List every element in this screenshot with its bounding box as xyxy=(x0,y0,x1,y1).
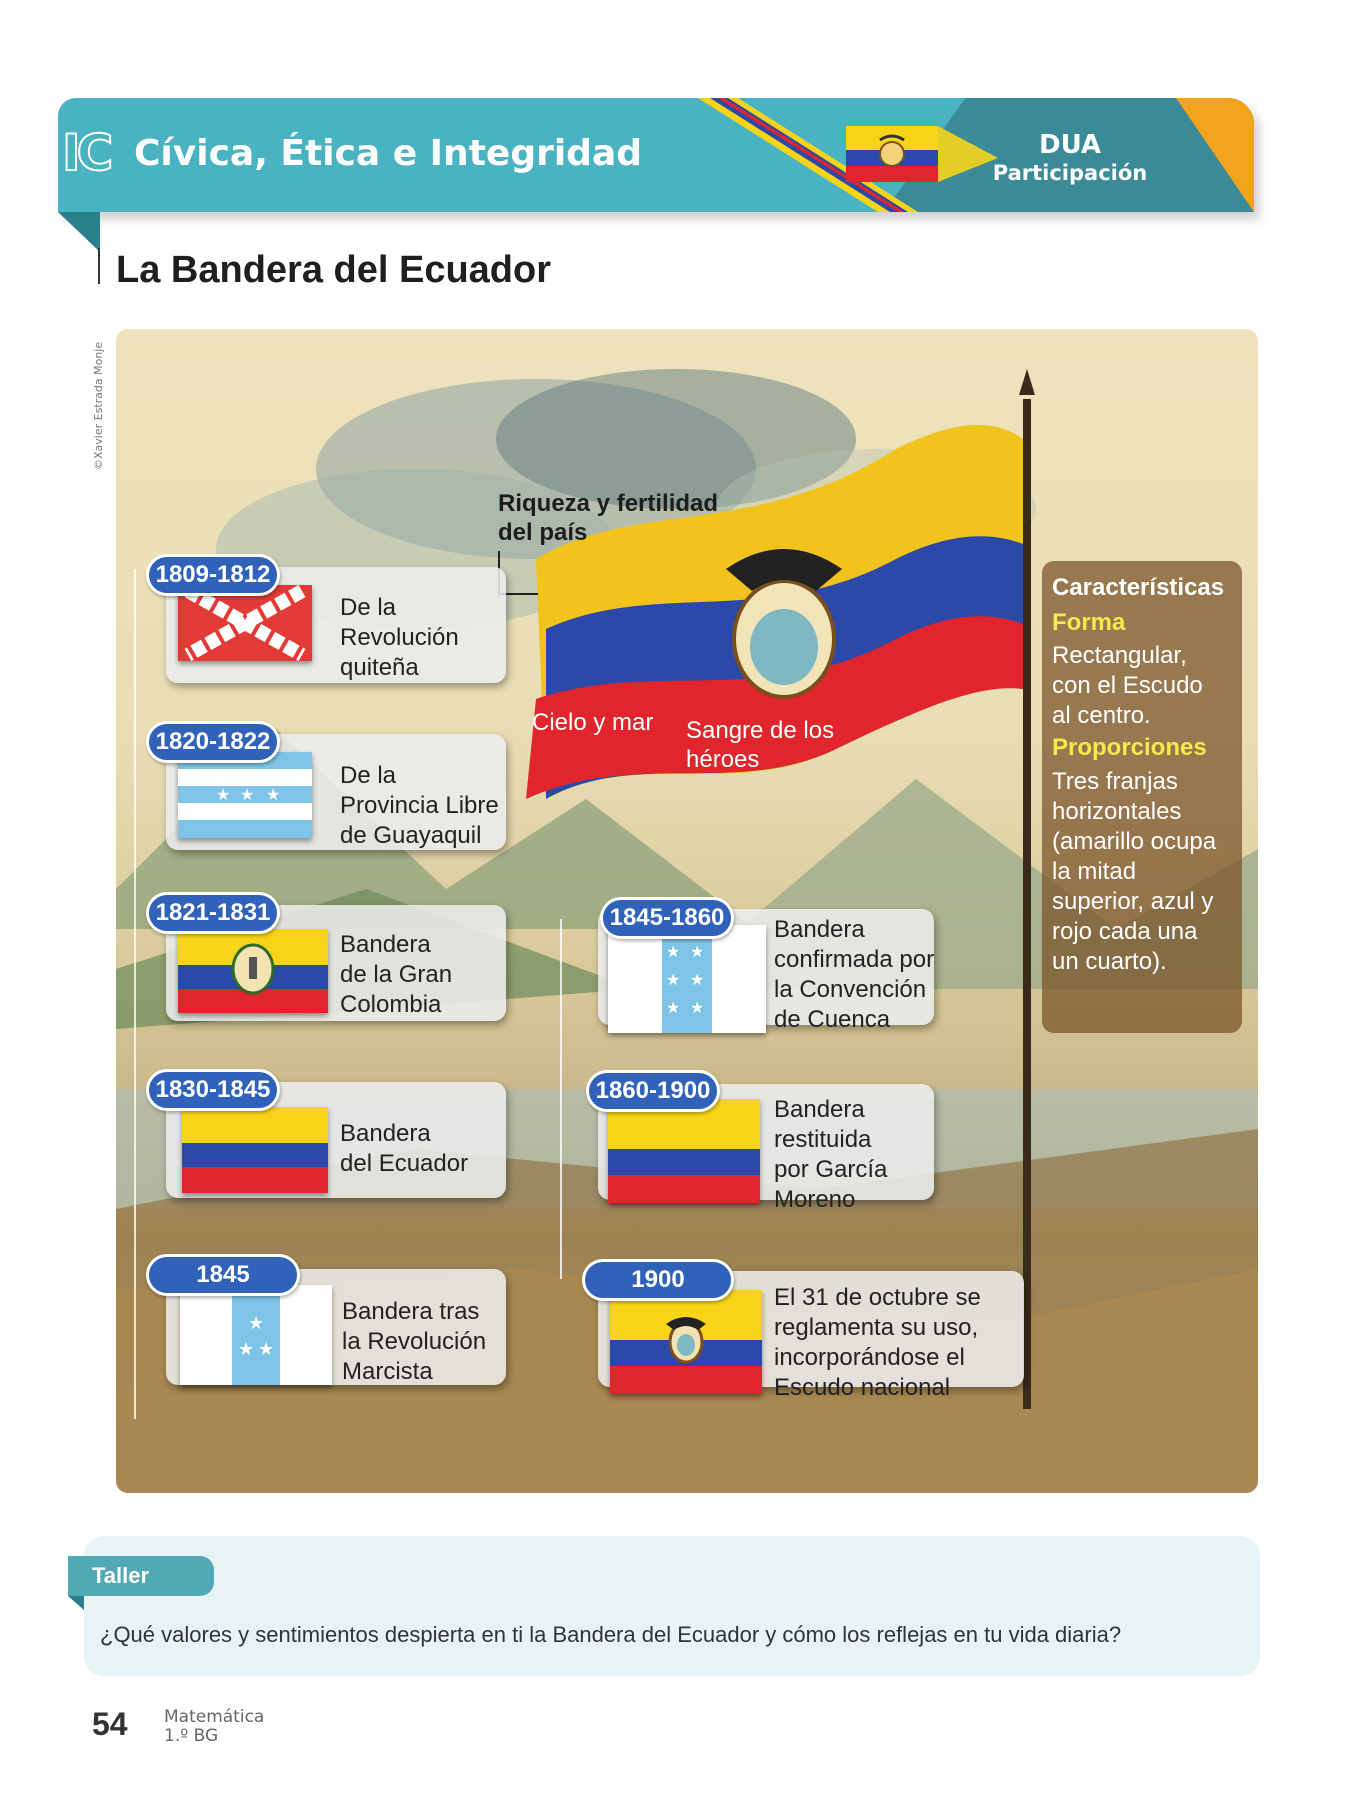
year-pill-1821: 1821-1831 xyxy=(146,892,280,934)
flag-infographic xyxy=(116,329,1258,1493)
svg-text:★: ★ xyxy=(238,1339,255,1360)
flag-convencion-cuenca-icon xyxy=(608,925,766,1033)
dua-subtitle: Participación xyxy=(992,161,1148,185)
flag-guayaquil-icon xyxy=(178,752,312,838)
timeline-text-1809: De la Revolución quiteña xyxy=(340,594,459,681)
label-yellow: Riqueza y fertilidad del país xyxy=(498,490,719,546)
flag-ecuador-1830-icon xyxy=(182,1107,328,1193)
banner-fold xyxy=(58,212,100,252)
timeline-line-left xyxy=(134,569,136,1419)
page-number: 54 xyxy=(92,1706,128,1742)
timeline-text-1830: Bandera del Ecuador xyxy=(340,1120,469,1177)
form-label: Forma xyxy=(1052,609,1126,636)
timeline-text-1821: Bandera de la Gran Colombia xyxy=(340,931,453,1018)
flag-ecuador-1900-icon xyxy=(610,1290,762,1394)
form-text: Rectangular, con el Escudo al centro. xyxy=(1052,642,1203,729)
proportions-text: Tres franjas horizontales (amarillo ocupa la mitad superior, azul y rojo cada una un cuarto). xyxy=(1052,768,1217,975)
timeline-text-1860: Bandera restituida por García Moreno xyxy=(774,1096,888,1213)
year-pill-1830: 1830-1845 xyxy=(146,1069,280,1111)
svg-text:★: ★ xyxy=(216,785,231,804)
section-title: Cívica, Ética e Integridad xyxy=(134,133,643,174)
grade-label: 1.º BG xyxy=(164,1726,219,1746)
year-pill-1845: 1845 xyxy=(146,1254,300,1296)
subject-block xyxy=(164,1708,264,1746)
title-rule xyxy=(98,248,100,284)
svg-text:★: ★ xyxy=(690,998,705,1017)
timeline-text-1900: El 31 de octubre se reglamenta su uso, incorporándose el Escudo nacional xyxy=(774,1284,981,1401)
timeline-text-1845-1860: Bandera confirmada por la Convención de Cuenca xyxy=(774,916,935,1033)
dua-title: DUA xyxy=(1038,130,1102,160)
label-blue: Cielo y mar xyxy=(532,709,654,736)
svg-text:★: ★ xyxy=(240,785,255,804)
taller-fold xyxy=(68,1596,84,1610)
flag-garcia-moreno-icon xyxy=(608,1099,760,1203)
ic-logo: IC xyxy=(62,124,110,182)
taller-box xyxy=(84,1536,1260,1676)
timeline-text-1845: Bandera tras la Revolución Marcista xyxy=(342,1298,487,1385)
year-pill-1900: 1900 xyxy=(582,1259,734,1301)
flag-revolucion-quitena-icon xyxy=(178,585,312,661)
timeline-text-1820: De la Provincia Libre de Guayaquil xyxy=(340,762,499,849)
proportions-label: Proporciones xyxy=(1052,734,1207,761)
label-red: Sangre de los héroes xyxy=(686,717,835,773)
flag-marcista-icon xyxy=(180,1285,332,1385)
svg-text:★: ★ xyxy=(258,1339,275,1360)
image-credit: ©Xavier Estrada Monje xyxy=(92,341,105,470)
taller-label: Taller xyxy=(68,1556,214,1596)
subject-name: Matemática xyxy=(164,1707,265,1727)
svg-text:★: ★ xyxy=(666,970,681,989)
characteristics-heading: Características xyxy=(1052,574,1225,601)
dua-badge xyxy=(920,130,1220,186)
svg-text:★: ★ xyxy=(248,1313,265,1334)
svg-text:★: ★ xyxy=(690,970,705,989)
svg-text:★: ★ xyxy=(266,785,281,804)
year-pill-1845-1860: 1845-1860 xyxy=(600,897,734,939)
svg-text:★: ★ xyxy=(666,942,681,961)
year-pill-1809: 1809-1812 xyxy=(146,554,280,596)
svg-text:★: ★ xyxy=(666,998,681,1017)
flag-gran-colombia-icon xyxy=(178,929,328,1013)
svg-text:★: ★ xyxy=(690,942,705,961)
year-pill-1860: 1860-1900 xyxy=(586,1070,720,1112)
year-pill-1820: 1820-1822 xyxy=(146,721,280,763)
taller-question: ¿Qué valores y sentimientos despierta en ti la Bandera del Ecuador y cómo los reflejas en tu vida diaria? xyxy=(100,1622,1122,1647)
timeline-line-right xyxy=(560,919,562,1279)
page-title: La Bandera del Ecuador xyxy=(116,249,552,291)
